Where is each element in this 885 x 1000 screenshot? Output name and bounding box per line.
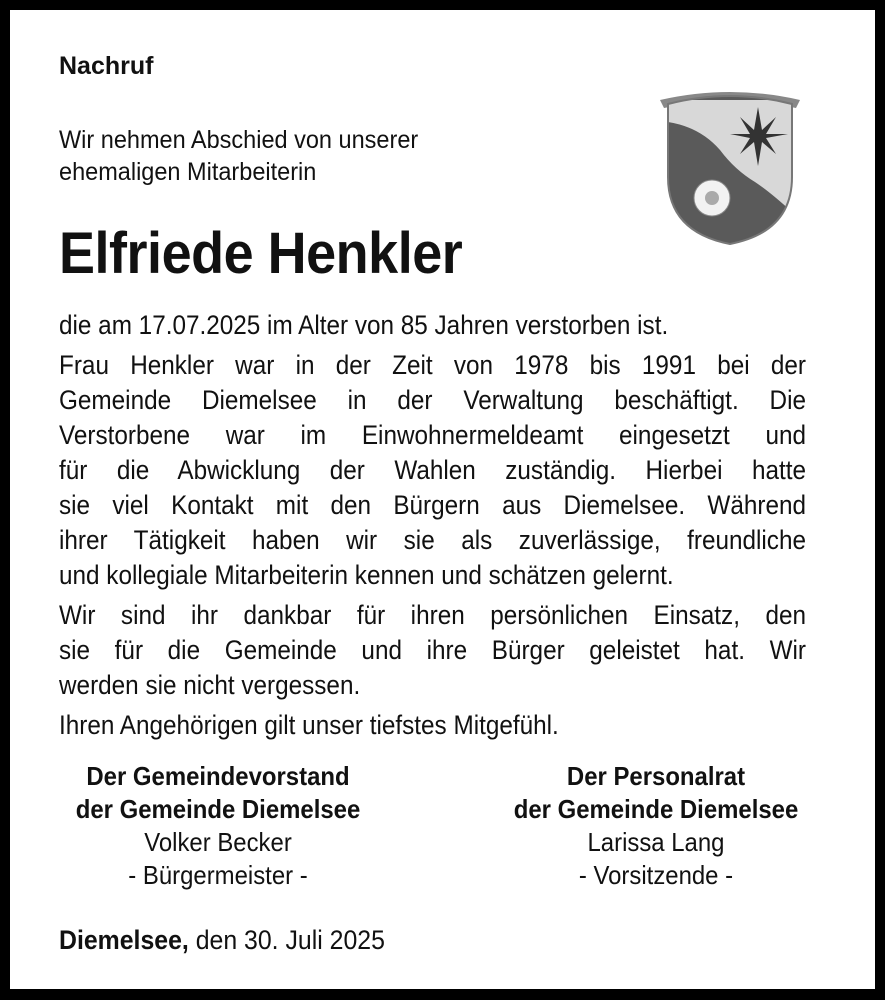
place: Diemelsee,: [59, 925, 189, 955]
date: den 30. Juli 2025: [188, 925, 385, 955]
body-line: Wir sind ihr dankbar für ihren persönlichen Einsatz, den: [59, 600, 806, 630]
signatory-name: Volker Becker: [144, 827, 292, 857]
body-line: Ihren Angehörigen gilt unser tiefstes Mitgefühl.: [59, 710, 559, 740]
org-line: der Gemeinde Diemelsee: [75, 794, 361, 824]
body-line: für die Abwicklung der Wahlen zuständig. Hierbei hatte: [59, 455, 806, 485]
body-line: ihrer Tätigkeit haben wir sie als zuverlässige, freundliche: [59, 525, 806, 555]
signatory-role: - Bürgermeister -: [128, 860, 308, 890]
intro-line-2: ehemaligen Mitarbeiterin: [59, 158, 317, 186]
body-line: die am 17.07.2025 im Alter von 85 Jahren verstorben ist.: [59, 310, 669, 340]
org-line: Der Personalrat: [566, 761, 746, 791]
body-line: sie für die Gemeinde und ihre Bürger geleistet hat. Wir: [59, 635, 806, 665]
coat-of-arms-icon: [650, 82, 810, 252]
intro-line-1: Wir nehmen Abschied von unserer: [59, 126, 419, 154]
place-date: [59, 925, 385, 956]
body-line: und kollegiale Mitarbeiterin kennen und schätzen gelernt.: [59, 560, 674, 590]
notice-label: Nachruf: [59, 52, 154, 80]
body-line: Gemeinde Diemelsee in der Verwaltung beschäftigt. Die: [59, 385, 806, 415]
body-line: sie viel Kontakt mit den Bürgern aus Diemelsee. Während: [59, 490, 806, 520]
signatory-name: Larissa Lang: [587, 827, 725, 857]
signature-block-staff-council: [446, 760, 866, 892]
body-line: Verstorbene war im Einwohnermeldeamt eingesetzt und: [59, 420, 806, 450]
org-line: Der Gemeindevorstand: [86, 761, 350, 791]
body-line: werden sie nicht vergessen.: [59, 670, 361, 700]
body-line: Frau Henkler war in der Zeit von 1978 bis 1991 bei der: [59, 350, 806, 380]
obituary-notice: [10, 10, 875, 989]
org-line: der Gemeinde Diemelsee: [513, 794, 799, 824]
signatory-role: - Vorsitzende -: [578, 860, 734, 890]
deceased-name: Elfriede Henkler: [59, 221, 463, 286]
signature-block-council: [8, 760, 428, 892]
